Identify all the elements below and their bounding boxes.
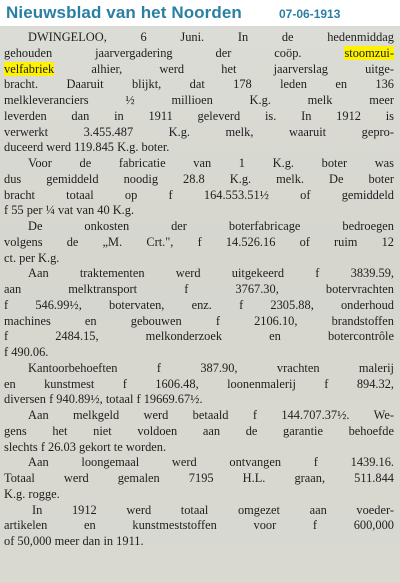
line-text: De onkosten der boterfabricage bedroegen: [28, 219, 394, 233]
article-line: [4, 188, 394, 204]
article-line: [4, 487, 394, 503]
line-text: K.g. rogge.: [4, 486, 60, 501]
article-line: [4, 361, 394, 377]
line-text: dus gemiddeld noodig 28.8 K.g. melk. De boter: [4, 171, 394, 186]
newspaper-masthead: Nieuwsblad van het Noorden: [6, 3, 242, 22]
article-line: [4, 534, 394, 550]
line-text: machines en gebouwen f 2106.10, brandstoffen: [4, 313, 394, 328]
article-line: [4, 266, 394, 282]
line-text: Totaal werd gemalen 7195 H.L. graan, 511.844: [4, 471, 394, 485]
line-text: melkleveranciers ½ millioen K.g. melk meer: [4, 93, 394, 107]
article-line: [4, 377, 394, 393]
article-line: [4, 298, 394, 314]
article-line: [4, 392, 394, 408]
highlighted-word: velfabriek: [4, 61, 55, 76]
line-text: gens het niet voldoen aan de garantie behoefde: [4, 423, 394, 438]
article-line: [4, 109, 394, 125]
line-text: leverden dan in 1911 geleverd is. In 1912 is: [4, 108, 394, 123]
line-text: volgens de „M. Crt.", f 14.526.16 of ruim 12: [4, 234, 394, 249]
line-text: of 50,000 meer dan in 1911.: [4, 534, 144, 548]
header: [0, 0, 400, 26]
highlighted-word: stoomzui-: [344, 45, 394, 60]
article-line: [4, 440, 394, 456]
article-line: [4, 471, 394, 487]
article-line: [4, 125, 394, 141]
line-text: Kantoorbehoeften f 387.90, vrachten malerij: [28, 360, 394, 375]
article-line: [4, 172, 394, 188]
line-text: f 546.99½, botervaten, enz. f 2305.88, onderhoud: [4, 297, 394, 312]
line-text: ct. per K.g.: [4, 250, 60, 265]
line-text: gehouden jaarvergadering der coöp.: [4, 45, 302, 60]
line-text: verwerkt 3.455.487 K.g. melk, waaruit gepro-: [4, 124, 394, 139]
article-line: [4, 424, 394, 440]
article-text: [4, 30, 394, 550]
line-text: aan melktransport f 3767.30, botervrachten: [4, 282, 394, 296]
article-line: [4, 235, 394, 251]
article-line: [4, 93, 394, 109]
line-text: f 55 per ¼ vat van 40 K.g.: [4, 203, 135, 218]
line-text: bracht. Daaruit blijkt, dat 178 leden en 136: [4, 77, 394, 92]
line-text: duceerd werd 119.845 K.g. boter.: [4, 140, 170, 155]
line-text: slechts f 26.03 gekort te worden.: [4, 439, 167, 454]
article-line: [4, 251, 394, 267]
article-line: [4, 30, 394, 46]
publication-date: 07-06-1913: [279, 7, 341, 21]
line-text: bracht totaal op f 164.553.51½ of gemiddeld: [4, 187, 394, 202]
article-line: [4, 219, 394, 235]
line-text: f 2484.15, melkonderzoek en botercontrôle: [4, 329, 394, 344]
newspaper-clipping: [0, 26, 400, 583]
line-text: alhier, werd het jaarverslag uitge-: [54, 61, 394, 76]
article-line: [4, 77, 394, 93]
article-line: [4, 314, 394, 330]
line-text: Voor de fabricatie van 1 K.g. boter was: [28, 156, 394, 170]
line-text: diversen f 940.89½, totaal f 19669.67½.: [4, 392, 203, 407]
article-line: [4, 503, 394, 519]
article-line: [4, 329, 394, 345]
article-line: [4, 62, 394, 78]
line-text: en kunstmest f 1606.48, loonenmalerij f 894.32,: [4, 376, 394, 391]
article-line: [4, 345, 394, 361]
article-line: [4, 455, 394, 471]
line-text: Aan loongemaal werd ontvangen f 1439.16.: [28, 455, 394, 470]
article-line: [4, 46, 394, 62]
line-text: Aan melkgeld werd betaald f 144.707.37½. We-: [28, 408, 394, 422]
line-text: f 490.06.: [4, 345, 49, 359]
line-text: Aan traktementen werd uitgekeerd f 3839.59,: [28, 266, 394, 281]
line-text: In 1912 werd totaal omgezet aan voeder-: [32, 502, 394, 517]
article-line: [4, 408, 394, 424]
article-line: [4, 156, 394, 172]
article-line: [4, 282, 394, 298]
line-text: artikelen en kunstmeststoffen voor f 600,000: [4, 518, 394, 533]
article-line: [4, 518, 394, 534]
article-line: [4, 203, 394, 219]
article-line: [4, 140, 394, 156]
line-text: DWINGELOO, 6 Juni. In de hedenmiddag: [28, 30, 394, 44]
